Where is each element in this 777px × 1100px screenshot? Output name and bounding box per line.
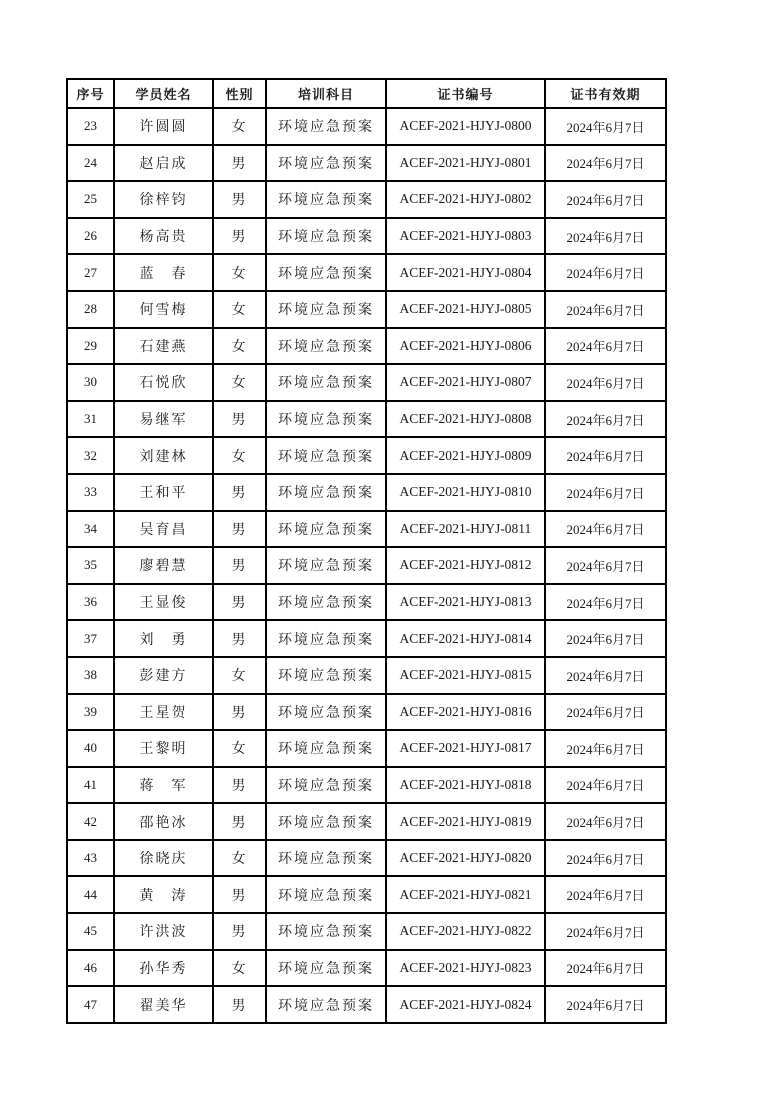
cell-certificate-number: ACEF-2021-HJYJ-0814	[386, 620, 545, 657]
cell-gender: 男	[213, 803, 266, 840]
cell-training-subject: 环境应急预案	[266, 767, 386, 804]
cell-gender: 女	[213, 364, 266, 401]
cell-gender: 男	[213, 767, 266, 804]
cell-index: 32	[67, 437, 114, 474]
column-header-certificate-number: 证书编号	[386, 79, 545, 108]
cell-validity-date: 2024年6月7日	[545, 218, 666, 255]
cell-student-name: 邵艳冰	[114, 803, 213, 840]
table-row	[67, 511, 666, 548]
cell-validity-date: 2024年6月7日	[545, 145, 666, 182]
cell-index: 43	[67, 840, 114, 877]
cell-certificate-number: ACEF-2021-HJYJ-0804	[386, 254, 545, 291]
table-row	[67, 364, 666, 401]
column-header-index: 序号	[67, 79, 114, 108]
cell-student-name: 蒋 军	[114, 767, 213, 804]
cell-validity-date: 2024年6月7日	[545, 584, 666, 621]
cell-certificate-number: ACEF-2021-HJYJ-0818	[386, 767, 545, 804]
cell-training-subject: 环境应急预案	[266, 950, 386, 987]
cell-validity-date: 2024年6月7日	[545, 254, 666, 291]
cell-certificate-number: ACEF-2021-HJYJ-0821	[386, 876, 545, 913]
cell-certificate-number: ACEF-2021-HJYJ-0816	[386, 694, 545, 731]
cell-validity-date: 2024年6月7日	[545, 108, 666, 145]
cell-gender: 男	[213, 511, 266, 548]
cell-index: 28	[67, 291, 114, 328]
cell-gender: 女	[213, 254, 266, 291]
cell-gender: 男	[213, 474, 266, 511]
cell-gender: 女	[213, 291, 266, 328]
cell-index: 33	[67, 474, 114, 511]
cell-certificate-number: ACEF-2021-HJYJ-0813	[386, 584, 545, 621]
table-row	[67, 181, 666, 218]
cell-certificate-number: ACEF-2021-HJYJ-0823	[386, 950, 545, 987]
cell-index: 39	[67, 694, 114, 731]
cell-validity-date: 2024年6月7日	[545, 694, 666, 731]
cell-gender: 男	[213, 145, 266, 182]
cell-student-name: 何雪梅	[114, 291, 213, 328]
cell-training-subject: 环境应急预案	[266, 474, 386, 511]
cell-training-subject: 环境应急预案	[266, 840, 386, 877]
cell-training-subject: 环境应急预案	[266, 437, 386, 474]
cell-index: 37	[67, 620, 114, 657]
cell-student-name: 黄 涛	[114, 876, 213, 913]
table-row	[67, 950, 666, 987]
cell-gender: 女	[213, 657, 266, 694]
cell-index: 34	[67, 511, 114, 548]
cell-student-name: 王黎明	[114, 730, 213, 767]
cell-training-subject: 环境应急预案	[266, 986, 386, 1023]
cell-certificate-number: ACEF-2021-HJYJ-0815	[386, 657, 545, 694]
cell-validity-date: 2024年6月7日	[545, 876, 666, 913]
cell-certificate-number: ACEF-2021-HJYJ-0812	[386, 547, 545, 584]
cell-index: 35	[67, 547, 114, 584]
cell-student-name: 刘建林	[114, 437, 213, 474]
cell-student-name: 刘 勇	[114, 620, 213, 657]
cell-training-subject: 环境应急预案	[266, 876, 386, 913]
cell-index: 44	[67, 876, 114, 913]
cell-student-name: 吴育昌	[114, 511, 213, 548]
cell-gender: 男	[213, 913, 266, 950]
cell-training-subject: 环境应急预案	[266, 584, 386, 621]
cell-validity-date: 2024年6月7日	[545, 364, 666, 401]
cell-training-subject: 环境应急预案	[266, 181, 386, 218]
cell-student-name: 王和平	[114, 474, 213, 511]
table-row	[67, 584, 666, 621]
cell-validity-date: 2024年6月7日	[545, 840, 666, 877]
cell-gender: 男	[213, 401, 266, 438]
cell-student-name: 许圆圆	[114, 108, 213, 145]
cell-certificate-number: ACEF-2021-HJYJ-0803	[386, 218, 545, 255]
cell-student-name: 徐晓庆	[114, 840, 213, 877]
cell-gender: 男	[213, 218, 266, 255]
table-row	[67, 254, 666, 291]
cell-student-name: 徐梓钧	[114, 181, 213, 218]
cell-validity-date: 2024年6月7日	[545, 181, 666, 218]
cell-training-subject: 环境应急预案	[266, 803, 386, 840]
cell-index: 45	[67, 913, 114, 950]
cell-gender: 女	[213, 730, 266, 767]
cell-gender: 女	[213, 840, 266, 877]
column-header-student-name: 学员姓名	[114, 79, 213, 108]
cell-certificate-number: ACEF-2021-HJYJ-0817	[386, 730, 545, 767]
column-header-gender: 性别	[213, 79, 266, 108]
cell-training-subject: 环境应急预案	[266, 218, 386, 255]
cell-index: 26	[67, 218, 114, 255]
table-row	[67, 694, 666, 731]
cell-student-name: 王星贺	[114, 694, 213, 731]
table-row	[67, 620, 666, 657]
cell-validity-date: 2024年6月7日	[545, 620, 666, 657]
cell-validity-date: 2024年6月7日	[545, 401, 666, 438]
cell-training-subject: 环境应急预案	[266, 401, 386, 438]
cell-student-name: 翟美华	[114, 986, 213, 1023]
cell-training-subject: 环境应急预案	[266, 913, 386, 950]
cell-gender: 男	[213, 181, 266, 218]
cell-validity-date: 2024年6月7日	[545, 767, 666, 804]
table-row	[67, 876, 666, 913]
cell-index: 46	[67, 950, 114, 987]
cell-validity-date: 2024年6月7日	[545, 730, 666, 767]
cell-index: 31	[67, 401, 114, 438]
cell-index: 23	[67, 108, 114, 145]
cell-index: 41	[67, 767, 114, 804]
cell-index: 42	[67, 803, 114, 840]
cell-training-subject: 环境应急预案	[266, 254, 386, 291]
cell-certificate-number: ACEF-2021-HJYJ-0807	[386, 364, 545, 401]
cell-validity-date: 2024年6月7日	[545, 291, 666, 328]
cell-student-name: 王显俊	[114, 584, 213, 621]
table-row	[67, 803, 666, 840]
cell-gender: 女	[213, 437, 266, 474]
cell-certificate-number: ACEF-2021-HJYJ-0808	[386, 401, 545, 438]
cell-validity-date: 2024年6月7日	[545, 511, 666, 548]
cell-gender: 女	[213, 328, 266, 365]
cell-index: 47	[67, 986, 114, 1023]
table-row	[67, 986, 666, 1023]
header-row	[67, 79, 666, 108]
cell-validity-date: 2024年6月7日	[545, 950, 666, 987]
cell-certificate-number: ACEF-2021-HJYJ-0809	[386, 437, 545, 474]
cell-gender: 男	[213, 876, 266, 913]
cell-gender: 男	[213, 986, 266, 1023]
table-row	[67, 474, 666, 511]
table-row	[67, 401, 666, 438]
cell-index: 36	[67, 584, 114, 621]
column-header-validity-date: 证书有效期	[545, 79, 666, 108]
cell-validity-date: 2024年6月7日	[545, 803, 666, 840]
table-row	[67, 218, 666, 255]
cell-validity-date: 2024年6月7日	[545, 437, 666, 474]
table-body	[67, 108, 666, 1023]
cell-certificate-number: ACEF-2021-HJYJ-0810	[386, 474, 545, 511]
cell-validity-date: 2024年6月7日	[545, 986, 666, 1023]
table-row	[67, 291, 666, 328]
table-header	[67, 79, 666, 108]
cell-gender: 男	[213, 694, 266, 731]
table-row	[67, 913, 666, 950]
table-row	[67, 547, 666, 584]
cell-training-subject: 环境应急预案	[266, 657, 386, 694]
cell-student-name: 石建燕	[114, 328, 213, 365]
cell-training-subject: 环境应急预案	[266, 547, 386, 584]
table-row	[67, 108, 666, 145]
table-row	[67, 437, 666, 474]
cell-gender: 男	[213, 547, 266, 584]
cell-gender: 女	[213, 108, 266, 145]
cell-certificate-number: ACEF-2021-HJYJ-0824	[386, 986, 545, 1023]
cell-certificate-number: ACEF-2021-HJYJ-0802	[386, 181, 545, 218]
cell-student-name: 易继军	[114, 401, 213, 438]
cell-certificate-number: ACEF-2021-HJYJ-0805	[386, 291, 545, 328]
cell-training-subject: 环境应急预案	[266, 328, 386, 365]
table-row	[67, 730, 666, 767]
cell-student-name: 许洪波	[114, 913, 213, 950]
cell-certificate-number: ACEF-2021-HJYJ-0822	[386, 913, 545, 950]
cell-training-subject: 环境应急预案	[266, 291, 386, 328]
cell-student-name: 蓝 春	[114, 254, 213, 291]
cell-training-subject: 环境应急预案	[266, 511, 386, 548]
cell-index: 27	[67, 254, 114, 291]
cell-index: 25	[67, 181, 114, 218]
cell-certificate-number: ACEF-2021-HJYJ-0806	[386, 328, 545, 365]
cell-validity-date: 2024年6月7日	[545, 547, 666, 584]
cell-training-subject: 环境应急预案	[266, 145, 386, 182]
table-row	[67, 328, 666, 365]
cell-training-subject: 环境应急预案	[266, 620, 386, 657]
cell-validity-date: 2024年6月7日	[545, 913, 666, 950]
cell-certificate-number: ACEF-2021-HJYJ-0800	[386, 108, 545, 145]
cell-gender: 男	[213, 584, 266, 621]
cell-index: 30	[67, 364, 114, 401]
cell-index: 24	[67, 145, 114, 182]
cell-index: 40	[67, 730, 114, 767]
cell-training-subject: 环境应急预案	[266, 730, 386, 767]
table-row	[67, 767, 666, 804]
cell-gender: 女	[213, 950, 266, 987]
cell-student-name: 赵启成	[114, 145, 213, 182]
cell-student-name: 彭建方	[114, 657, 213, 694]
cell-certificate-number: ACEF-2021-HJYJ-0820	[386, 840, 545, 877]
cell-validity-date: 2024年6月7日	[545, 657, 666, 694]
cell-student-name: 杨高贵	[114, 218, 213, 255]
cell-certificate-number: ACEF-2021-HJYJ-0819	[386, 803, 545, 840]
cell-validity-date: 2024年6月7日	[545, 328, 666, 365]
cell-training-subject: 环境应急预案	[266, 694, 386, 731]
cell-index: 29	[67, 328, 114, 365]
cell-student-name: 廖碧慧	[114, 547, 213, 584]
cell-certificate-number: ACEF-2021-HJYJ-0801	[386, 145, 545, 182]
table-row	[67, 840, 666, 877]
cell-training-subject: 环境应急预案	[266, 364, 386, 401]
column-header-training-subject: 培训科目	[266, 79, 386, 108]
cell-index: 38	[67, 657, 114, 694]
cell-student-name: 孙华秀	[114, 950, 213, 987]
table-row	[67, 657, 666, 694]
cell-student-name: 石悦欣	[114, 364, 213, 401]
cell-validity-date: 2024年6月7日	[545, 474, 666, 511]
cell-certificate-number: ACEF-2021-HJYJ-0811	[386, 511, 545, 548]
table-row	[67, 145, 666, 182]
cell-training-subject: 环境应急预案	[266, 108, 386, 145]
certificate-roster-table	[66, 78, 667, 1024]
cell-gender: 男	[213, 620, 266, 657]
